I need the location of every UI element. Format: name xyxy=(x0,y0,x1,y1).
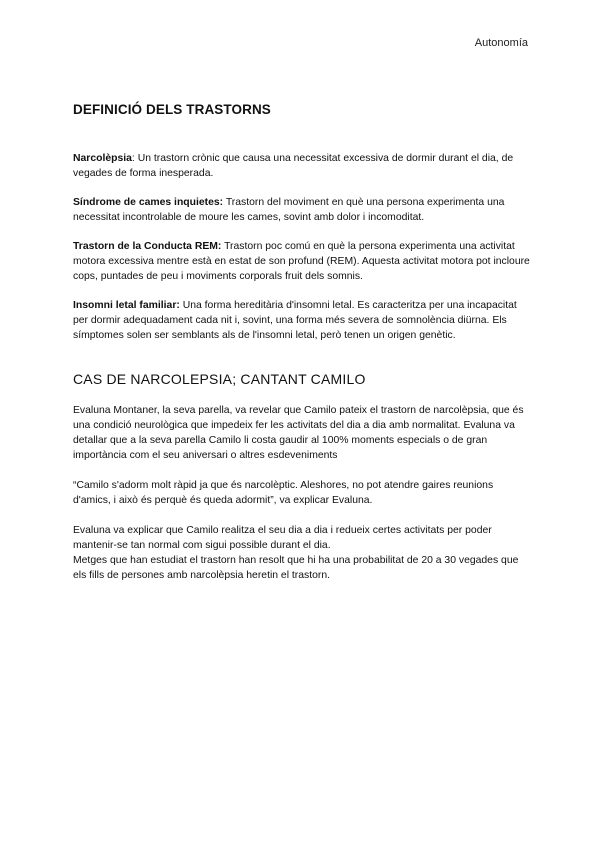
definition-text: Una forma hereditària d'insomni letal. Es caracteritza per una incapacitat per dormir adequadament cada nit i, sovint, una forma més severa de somnolència diürna. Els símptomes solen ser semblants als de l'insomni letal, però tenen un origen genètic. xyxy=(73,300,517,341)
section-title-definitions: DEFINICIÓ DELS TRASTORNS xyxy=(73,102,271,117)
definition-text: Trastorn poc comú en què la persona experimenta una activitat motora excessiva mentre està en estat de son profund (REM). Aquesta activitat motora pot incloure cops, puntades de peu i moviments corporals fruit dels somnis. xyxy=(73,241,530,282)
case-paragraph: Evaluna va explicar que Camilo realitza el seu dia a dia i redueix certes activitats per poder mantenir-se tan normal com sigui possible durant el dia. xyxy=(73,525,492,551)
definition-term: Síndrome de cames inquietes: xyxy=(73,197,224,208)
definition-separator: : xyxy=(131,153,138,164)
definition-term: Trastorn de la Conducta REM: xyxy=(73,241,222,252)
definition-conducta-rem xyxy=(73,239,533,284)
document-content xyxy=(73,102,533,598)
definition-narcolepsia xyxy=(73,151,533,181)
section-title-case: CAS DE NARCOLEPSIA; CANTANT CAMILO xyxy=(73,371,366,387)
case-paragraph: Metges que han estudiat el trastorn han resolt que hi ha una probabilitat de 20 a 30 vegades que els fills de persones amb narcolèpsia heretin el trastorn. xyxy=(73,555,519,581)
case-quote: “Camilo s'adorm molt ràpid ja que és narcolèptic. Aleshores, no pot atendre gaires reunions d'amics, i això és perquè és queda adormit”, va explicar Evaluna. xyxy=(73,480,494,506)
case-paragraph: Evaluna Montaner, la seva parella, va revelar que Camilo pateix el trastorn de narcolèpsia, que és una condició neurològica que impedeix fer les activitats del dia a dia amb normalitat. Evaluna va detallar que a la seva parella Camilo li costa gaudir al 100% moments especials o de gran importància com el seu aniversari o altres esdeveniments xyxy=(73,405,524,461)
definition-text: Trastorn del moviment en què una persona experimenta una necessitat incontrolable de moure les cames, sovint amb dolor i incomoditat. xyxy=(73,197,505,223)
definition-insomni-letal xyxy=(73,298,533,343)
definition-text: Un trastorn crònic que causa una necessitat excessiva de dormir durant el dia, de vegades de forma inesperada. xyxy=(73,153,514,179)
definition-cames-inquietes xyxy=(73,195,533,225)
definition-term: Insomni letal familiar: xyxy=(73,300,180,311)
definition-term: Narcolèpsia xyxy=(73,153,132,164)
header-title: Autonomía xyxy=(474,37,528,49)
